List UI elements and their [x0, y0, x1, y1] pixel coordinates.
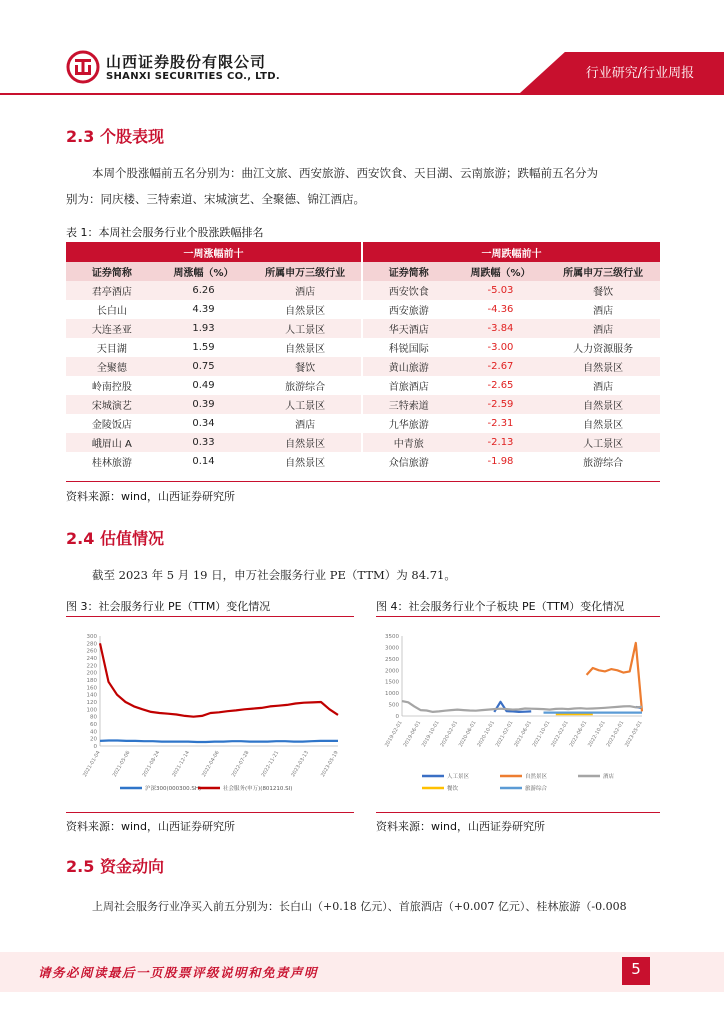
- table-cell: 人工景区: [546, 433, 660, 452]
- y-tick-label: 260: [86, 648, 97, 655]
- y-tick-label: 3500: [385, 634, 399, 640]
- y-tick-label: 500: [388, 702, 399, 709]
- y-tick-label: 20: [90, 736, 97, 743]
- table-cell: 酒店: [249, 281, 362, 300]
- table-cell: 自然景区: [249, 338, 362, 357]
- company-name-cn: 山西证券股份有限公司: [106, 53, 267, 71]
- column-header: 周涨幅（%）: [158, 262, 250, 281]
- table-cell: 首旅酒店: [362, 376, 455, 395]
- x-tick-label: 2019-02-01: [384, 720, 404, 749]
- table-row: [66, 433, 660, 452]
- section-title: 估值情况: [100, 529, 165, 548]
- figure-bottom-rule: [66, 812, 354, 813]
- y-tick-label: 0: [395, 714, 399, 720]
- column-header: 证券简称: [362, 262, 455, 281]
- figure-top-rule: [376, 616, 660, 617]
- table-cell: 人力资源服务: [546, 338, 660, 357]
- table-row: [66, 300, 660, 319]
- company-logo: [66, 50, 100, 84]
- table-row: [66, 414, 660, 433]
- x-tick-label: 2021-05-06: [111, 750, 132, 779]
- section-heading-2-4: [66, 526, 164, 549]
- paragraph-line: 截至 2023 年 5 月 19 日，申万社会服务行业 PE（TTM）为 84.71。: [92, 568, 456, 582]
- pe-ttm-line-chart: [78, 628, 348, 804]
- table-cell: 黄山旅游: [362, 357, 455, 376]
- table-cell: 西安旅游: [362, 300, 455, 319]
- table-bottom-rule: [66, 481, 660, 482]
- table-cell: 岭南控股: [66, 376, 158, 395]
- x-tick-label: 2022-06-01: [568, 720, 589, 749]
- table-cell: -2.13: [455, 433, 547, 452]
- table-cell: 自然景区: [249, 300, 362, 319]
- y-tick-label: 1000: [385, 691, 399, 698]
- table-cell: 桂林旅游: [66, 452, 158, 471]
- table-row: [66, 281, 660, 300]
- section-title: 个股表现: [100, 127, 165, 146]
- table-cell: 自然景区: [546, 395, 660, 414]
- legend-label: 社会服务(申万)(801210.SI): [223, 786, 293, 792]
- x-tick-label: 2020-02-01: [439, 720, 460, 749]
- x-tick-label: 2021-01-04: [82, 750, 102, 779]
- x-tick-label: 2021-06-01: [513, 720, 533, 749]
- y-tick-label: 180: [86, 678, 97, 684]
- figure-source-4: 资料来源：wind，山西证券研究所: [376, 820, 546, 833]
- table-cell: 天目湖: [66, 338, 158, 357]
- x-tick-label: 2022-02-01: [550, 720, 570, 749]
- paragraph-line: 上周社会服务行业净买入前五分别为：长白山（+0.18 亿元）、首旅酒店（+0.007 亿元）、桂林旅游（-0.008: [92, 900, 627, 913]
- table-cell: 0.14: [158, 452, 250, 471]
- y-tick-label: 80: [90, 714, 97, 721]
- table-row: [66, 376, 660, 395]
- table-cell: 1.93: [158, 319, 250, 338]
- table-row: [66, 338, 660, 357]
- legend-label: 自然景区: [525, 774, 548, 780]
- table-caption: 表 1：本周社会服务行业个股涨跌幅排名: [66, 226, 264, 239]
- x-tick-label: 2022-07-28: [230, 750, 251, 779]
- x-tick-label: 2022-11-21: [260, 750, 281, 779]
- y-tick-label: 160: [86, 685, 97, 692]
- y-tick-label: 220: [86, 663, 97, 670]
- table-cell: -2.67: [455, 357, 547, 376]
- y-tick-label: 0: [93, 744, 97, 750]
- table-cell: 大连圣亚: [66, 319, 158, 338]
- series-line: [587, 643, 642, 712]
- y-tick-label: 3000: [385, 645, 399, 652]
- legend-label: 餐饮: [447, 786, 459, 792]
- x-tick-label: 2019-10-01: [420, 720, 441, 749]
- table-cell: 0.49: [158, 376, 250, 395]
- x-tick-label: 2023-03-13: [290, 750, 310, 779]
- table-cell: 自然景区: [546, 357, 660, 376]
- company-name-en: SHANXI SECURITIES CO., LTD.: [106, 71, 280, 82]
- table-cell: 4.39: [158, 300, 250, 319]
- y-tick-label: 60: [90, 722, 97, 728]
- table-cell: 人工景区: [249, 395, 362, 414]
- group-header-gainers: 一周涨幅前十: [66, 242, 362, 262]
- x-tick-label: 2023-05-01: [624, 720, 644, 749]
- table-cell: 酒店: [546, 319, 660, 338]
- y-tick-label: 2000: [385, 668, 399, 675]
- series-line: [100, 741, 338, 743]
- x-tick-label: 2020-06-01: [457, 720, 478, 749]
- table-cell: 长白山: [66, 300, 158, 319]
- table-cell: 君亭酒店: [66, 281, 158, 300]
- table-cell: 中青旅: [362, 433, 455, 452]
- column-header: 所属申万三级行业: [249, 262, 362, 281]
- report-type-label: 行业研究/行业周报: [585, 66, 695, 81]
- table-cell: -3.84: [455, 319, 547, 338]
- figure-top-rule: [66, 616, 354, 617]
- x-tick-label: 2019-06-01: [402, 720, 423, 749]
- table-cell: 自然景区: [546, 414, 660, 433]
- table-source: 资料来源：wind，山西证券研究所: [66, 490, 236, 503]
- table-cell: 酒店: [546, 376, 660, 395]
- y-tick-label: 120: [86, 700, 97, 706]
- table-cell: 金陵饭店: [66, 414, 158, 433]
- legend-label: 沪深300(000300.SH): [145, 786, 202, 792]
- table-cell: 西安饮食: [362, 281, 455, 300]
- y-tick-label: 300: [86, 634, 97, 640]
- figure-source-3: 资料来源：wind，山西证券研究所: [66, 820, 236, 833]
- table-cell: -2.31: [455, 414, 547, 433]
- table-cell: -3.00: [455, 338, 547, 357]
- figure-caption-4: 图 4：社会服务行业个子板块 PE（TTM）变化情况: [376, 600, 625, 613]
- section-number: 2.3: [66, 127, 95, 146]
- legend-label: 酒店: [603, 774, 615, 780]
- table-cell: 6.26: [158, 281, 250, 300]
- table-cell: 三特索道: [362, 395, 455, 414]
- table-cell: 自然景区: [249, 452, 362, 471]
- table-cell: 科锐国际: [362, 338, 455, 357]
- table-row: [66, 395, 660, 414]
- column-header: 所属申万三级行业: [546, 262, 660, 281]
- header-divider: [0, 93, 724, 95]
- x-tick-label: 2020-10-01: [476, 720, 497, 749]
- x-tick-label: 2021-10-01: [531, 720, 552, 749]
- table-cell: -1.98: [455, 452, 547, 471]
- y-tick-label: 1500: [385, 679, 399, 686]
- table-row: [66, 319, 660, 338]
- table-cell: -2.59: [455, 395, 547, 414]
- table-cell: 峨眉山 A: [66, 433, 158, 452]
- figure-caption-3: 图 3：社会服务行业 PE（TTM）变化情况: [66, 600, 271, 613]
- y-tick-label: 240: [86, 656, 97, 662]
- table-cell: 0.75: [158, 357, 250, 376]
- table-cell: 旅游综合: [546, 452, 660, 471]
- section-number: 2.4: [66, 529, 95, 548]
- table-cell: 0.39: [158, 395, 250, 414]
- table-cell: 酒店: [546, 300, 660, 319]
- table-cell: 宋城演艺: [66, 395, 158, 414]
- series-line: [100, 643, 338, 716]
- table-cell: -5.03: [455, 281, 547, 300]
- table-cell: -4.36: [455, 300, 547, 319]
- y-tick-label: 100: [86, 707, 97, 714]
- legend-label: 人工景区: [447, 774, 470, 780]
- x-tick-label: 2021-08-24: [141, 750, 162, 779]
- subsector-pe-line-chart: [376, 628, 660, 804]
- figure-bottom-rule: [376, 812, 660, 813]
- paragraph-line: 别为：同庆楼、三特索道、宋城演艺、全聚德、锦江酒店。: [66, 192, 365, 206]
- footer-disclaimer: 请务必阅读最后一页股票评级说明和免责声明: [38, 965, 319, 980]
- y-tick-label: 40: [90, 729, 97, 736]
- table-cell: 旅游综合: [249, 376, 362, 395]
- table-cell: 自然景区: [249, 433, 362, 452]
- section-number: 2.5: [66, 857, 95, 876]
- x-tick-label: 2023-05-19: [320, 750, 340, 779]
- x-tick-label: 2022-10-01: [587, 720, 607, 749]
- section-title: 资金动向: [100, 857, 165, 876]
- stock-ranking-table: [66, 242, 660, 471]
- table-row: [66, 452, 660, 471]
- table-cell: 餐饮: [546, 281, 660, 300]
- x-tick-label: 2021-02-01: [494, 720, 515, 749]
- x-tick-label: 2022-04-06: [201, 750, 221, 779]
- series-line: [402, 701, 642, 712]
- table-cell: 酒店: [249, 414, 362, 433]
- table-cell: 全聚德: [66, 357, 158, 376]
- column-header: 证券简称: [66, 262, 158, 281]
- y-tick-label: 200: [86, 670, 97, 677]
- y-tick-label: 2500: [385, 656, 399, 663]
- x-tick-label: 2021-12-14: [171, 750, 191, 779]
- table-cell: 九华旅游: [362, 414, 455, 433]
- legend-label: 旅游综合: [525, 786, 548, 792]
- table-cell: 众信旅游: [362, 452, 455, 471]
- table-row: [66, 357, 660, 376]
- column-header: 周跌幅（%）: [455, 262, 547, 281]
- paragraph-line: 本周个股涨幅前五名分别为：曲江文旅、西安旅游、西安饮食、天目湖、云南旅游；跌幅前五名分为: [92, 166, 598, 180]
- group-header-losers: 一周跌幅前十: [362, 242, 660, 262]
- y-tick-label: 140: [86, 692, 97, 699]
- table-cell: 0.33: [158, 433, 250, 452]
- table-cell: 0.34: [158, 414, 250, 433]
- page-number: 5: [631, 960, 641, 978]
- table-cell: 餐饮: [249, 357, 362, 376]
- table-cell: 1.59: [158, 338, 250, 357]
- section-heading-2-3: [66, 124, 164, 147]
- table-cell: 人工景区: [249, 319, 362, 338]
- x-tick-label: 2023-02-01: [605, 720, 626, 749]
- table-cell: -2.65: [455, 376, 547, 395]
- table-cell: 华天酒店: [362, 319, 455, 338]
- section-heading-2-5: [66, 854, 164, 877]
- y-tick-label: 280: [86, 641, 97, 648]
